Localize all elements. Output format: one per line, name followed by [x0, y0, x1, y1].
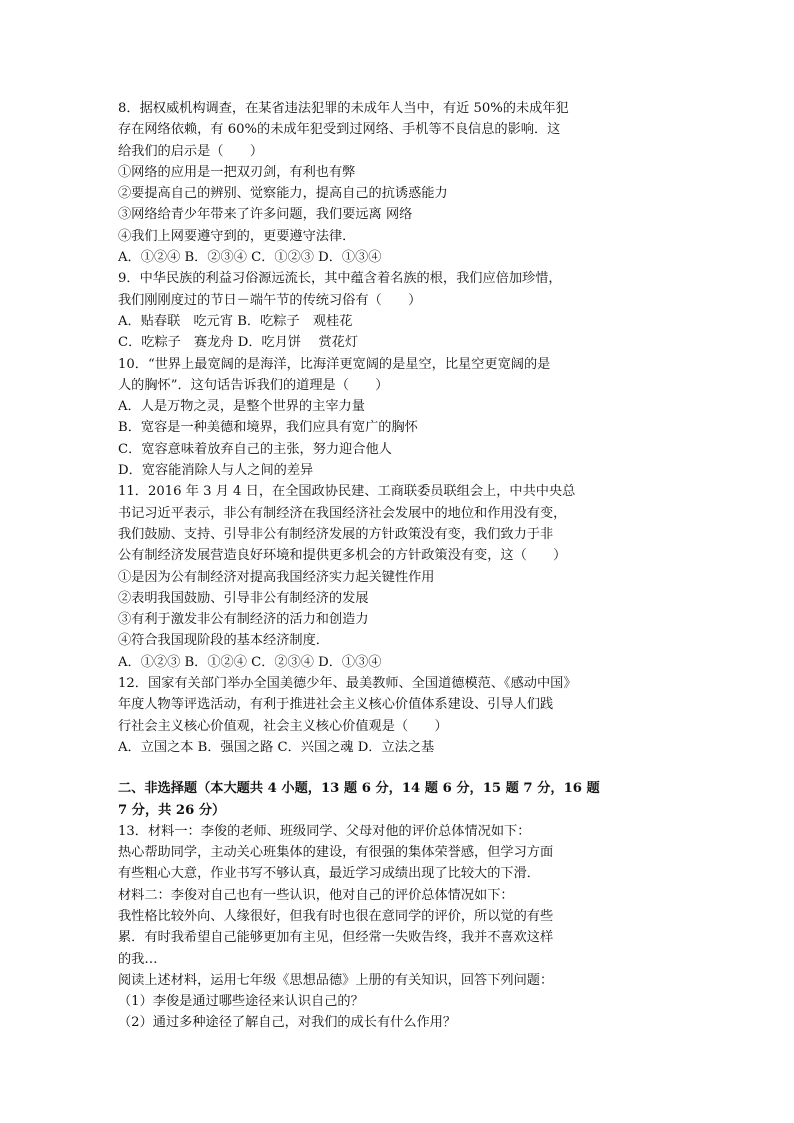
statement: ①是因为公有制经济对提高我国经济实力起关键性作用 — [118, 569, 435, 585]
section-spacer — [118, 758, 680, 778]
question-13 — [118, 821, 680, 1034]
section-heading: 二、非选择题（本大题共 4 小题，13 题 6 分，14 题 6 分，15 题 7 分，16 题 — [118, 781, 600, 797]
section-2 — [118, 778, 680, 821]
instruction-line: 阅读上述材料，运用七年级《思想品德》上册的有关知识，回答下列问题： — [118, 972, 554, 988]
question-11 — [118, 481, 680, 673]
section-heading: 7 分，共 26 分） — [118, 802, 226, 818]
answer-options: A．①②③ B．①②④ C．②③④ D．①③④ — [118, 654, 382, 670]
question-stem: 年度人物等评选活动，有利于推进社会主义核心价值体系建设、引导人们践 — [118, 697, 554, 713]
statement: ②要提高自己的辨别、觉察能力，提高自己的抗诱惑能力 — [118, 186, 448, 202]
question-stem: 人的胸怀”．这句话告诉我们的道理是（ ） — [118, 377, 389, 393]
question-9 — [118, 268, 680, 353]
material-line: 我性格比较外向、人缘很好，但我有时也很在意同学的评价，所以觉的有些 — [118, 908, 554, 924]
statement: ④我们上网要遵守到的，更要遵守法律． — [118, 228, 356, 244]
question-stem: 存在网络依赖，有 60%的未成年犯受到过网络、手机等不良信息的影响．这 — [118, 122, 561, 138]
material-line: 材料二：李俊对自己也有一些认识，他对自己的评价总体情况如下： — [118, 887, 514, 903]
statement: ④符合我国现阶段的基本经济制度． — [118, 633, 329, 649]
statement: ①网络的应用是一把双刃剑，有利也有弊 — [118, 164, 356, 180]
answer-options: A．立国之本 B．强国之路 C．兴国之魂 D．立法之基 — [118, 739, 435, 755]
material-line: 热心帮助同学，主动关心班集体的建设，有很强的集体荣誉感，但学习方面 — [118, 845, 554, 861]
exam-page — [118, 98, 680, 1034]
material-line: 有些粗心大意，作业书写不够认真，最近学习成绩出现了比较大的下滑． — [118, 866, 540, 882]
material-line: 的我… — [118, 951, 158, 967]
statement: ②表明我国鼓励、引导非公有制经济的发展 — [118, 590, 369, 606]
question-stem: 给我们的启示是（ ） — [118, 143, 264, 159]
question-stem: 我们鼓励、支持、引导非公有制经济发展的方针政策没有变，我们致力于非 — [118, 526, 554, 542]
question-stem: 行社会主义核心价值观，社会主义核心价值观是（ ） — [118, 718, 448, 734]
question-8 — [118, 98, 680, 268]
answer-option: D．宽容能消除人与人之间的差异 — [118, 463, 314, 479]
question-stem: 9．中华民族的利益习俗源远流长，其中蕴含着名族的根，我们应倍加珍惜， — [118, 271, 562, 287]
answer-option: B．宽容是一种美德和境界，我们应具有宽广的胸怀 — [118, 420, 418, 436]
answer-option: A．人是万物之灵，是整个世界的主宰力量 — [118, 399, 365, 415]
material-line: 13．材料一：李俊的老师、班级同学、父母对他的评价总体情况如下： — [118, 823, 531, 839]
question-stem: 公有制经济发展营造良好环境和提供更多机会的方针政策没有变，这（ ） — [118, 548, 567, 564]
answer-option: C．宽容意味着放弃自己的主张，努力迎合他人 — [118, 441, 392, 457]
statement: ③网络给青少年带来了许多问题，我们要远离 网络 — [118, 207, 413, 223]
material-line: 累．有时我希望自己能够更加有主见，但经常一失败告终，我并不喜欢这样 — [118, 930, 554, 946]
answer-options: A．①②④ B．②③④ C．①②③ D．①③④ — [118, 250, 382, 266]
question-stem: 11．2016 年 3 月 4 日，在全国政协民建、工商联委员联组会上，中共中央总 — [118, 484, 576, 500]
answer-options: A．贴春联 吃元宵 B．吃粽子 观桂花 — [118, 313, 353, 329]
question-10 — [118, 354, 680, 482]
question-stem: 我们刚刚度过的节日－端午节的传统习俗有（ ） — [118, 292, 422, 308]
question-stem: 12．国家有关部门举办全国美德少年、最美教师、全国道德模范、《感动中国》 — [118, 676, 577, 692]
question-stem: 书记习近平表示，非公有制经济在我国经济社会发展中的地位和作用没有变， — [118, 505, 567, 521]
question-stem: 10．“世界上最宽阔的是海洋，比海洋更宽阔的是星空，比星空更宽阔的是 — [118, 356, 551, 372]
answer-options: C．吃粽子 赛龙舟 D．吃月饼 赏花灯 — [118, 335, 359, 351]
question-12 — [118, 673, 680, 758]
sub-question: （1）李俊是通过哪些途径来认识自己的？ — [118, 994, 364, 1010]
question-stem: 8．据权威机构调查，在某省违法犯罪的未成年人当中，有近 50%的未成年犯 — [118, 101, 569, 116]
statement: ③有利于激发非公有制经济的活力和创造力 — [118, 612, 369, 628]
sub-question: （2）通过多种途径了解自己，对我们的成长有什么作用？ — [118, 1015, 457, 1031]
